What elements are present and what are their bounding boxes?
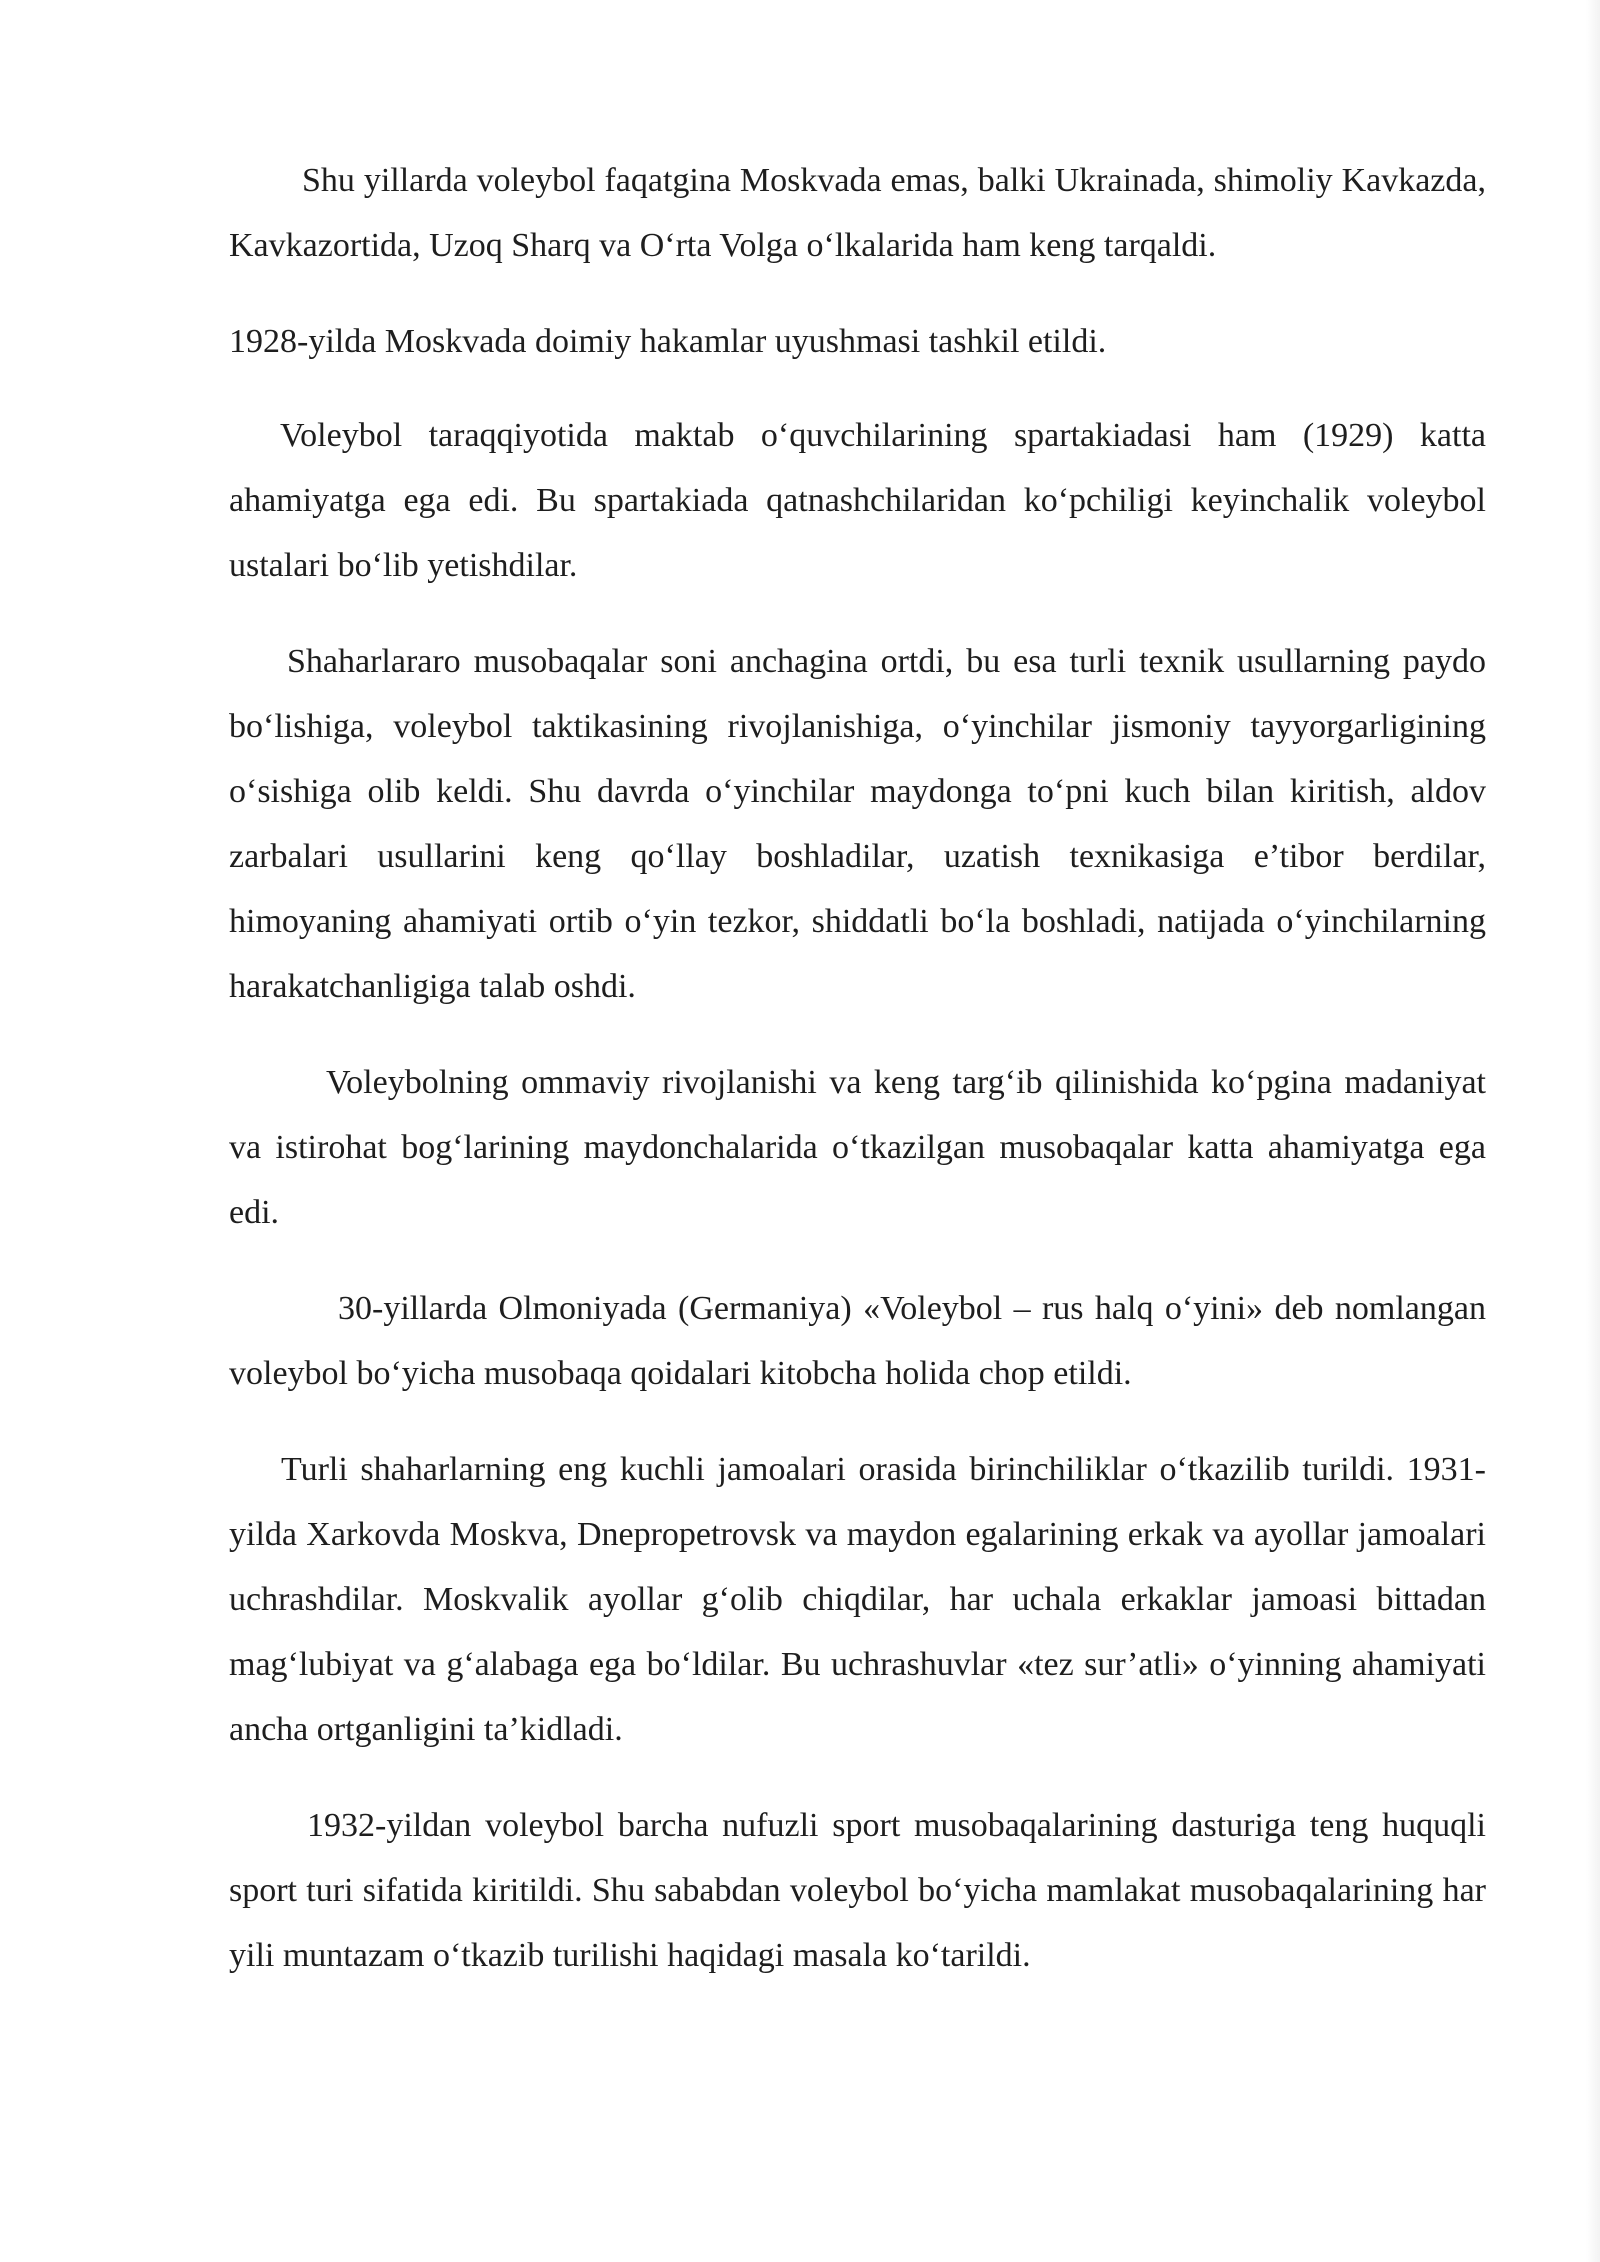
paragraph-6: 30-yillarda Olmoniyada (Germaniya) «Voleybol – rus halq o‘yini» deb nomlangan voleybol bo‘yicha musobaqa qoidalari kitobcha holida chop etildi.	[229, 1290, 1486, 1392]
paragraph-4: Shaharlararo musobaqalar soni anchagina ortdi, bu esa turli texnik usullarning paydo bo‘lishiga, voleybol taktikasining rivojlanishiga, o‘yinchilar jismoniy tayyorgarligining o‘sishiga olib keldi. Shu davrda o‘yinchilar maydonga to‘pni kuch bilan kiritish, aldov zarbalari usullarini keng qo‘llay boshladilar, uzatish texnikasiga e’tibor berdilar, himoyaning ahamiyati ortib o‘yin tezkor, shiddatli bo‘la boshladi, natijada o‘yinchilarning harakatchanligiga talab oshdi.	[229, 643, 1486, 1005]
paragraph-3: Voleybol taraqqiyotida maktab o‘quvchilarining spartakiadasi ham (1929) katta ahamiyatga ega edi. Bu spartakiada qatnashchilaridan ko‘pchiligi keyinchalik voleybol ustalari bo‘lib yetishdilar.	[229, 417, 1486, 584]
paragraph-1: Shu yillarda voleybol faqatgina Moskvada emas, balki Ukrainada, shimoliy Kavkazda, Kavkazortida, Uzoq Sharq va O‘rta Volga o‘lkalarida ham keng tarqaldi.	[229, 162, 1486, 264]
paragraph-7: Turli shaharlarning eng kuchli jamoalari orasida birinchiliklar o‘tkazilib turildi. 1931-yilda Xarkovda Moskva, Dnepropetrovsk va maydon egalarining erkak va ayollar jamoalari uchrashdilar. Moskvalik ayollar g‘olib chiqdilar, har uchala erkaklar jamoasi bittadan mag‘lubiyat va g‘alabaga ega bo‘ldilar. Bu uchrashuvlar «tez sur’atli» o‘yinning ahamiyati ancha ortganligini ta’kidladi.	[229, 1451, 1486, 1748]
paragraph-5: Voleybolning ommaviy rivojlanishi va keng targ‘ib qilinishida ko‘pgina madaniyat va istirohat bog‘larining maydonchalarida o‘tkazilgan musobaqalar katta ahamiyatga ega edi.	[229, 1064, 1486, 1231]
page-edge-shadow	[1586, 0, 1600, 2262]
document-body	[229, 148, 1486, 2019]
paragraph-2: 1928-yilda Moskvada doimiy hakamlar uyushmasi tashkil etildi.	[229, 323, 1107, 360]
paragraph-8: 1932-yildan voleybol barcha nufuzli sport musobaqalarining dasturiga teng huquqli sport turi sifatida kiritildi. Shu sababdan voleybol bo‘yicha mamlakat musobaqalarining har yili muntazam o‘tkazib turilishi haqidagi masala ko‘tarildi.	[229, 1807, 1486, 1974]
